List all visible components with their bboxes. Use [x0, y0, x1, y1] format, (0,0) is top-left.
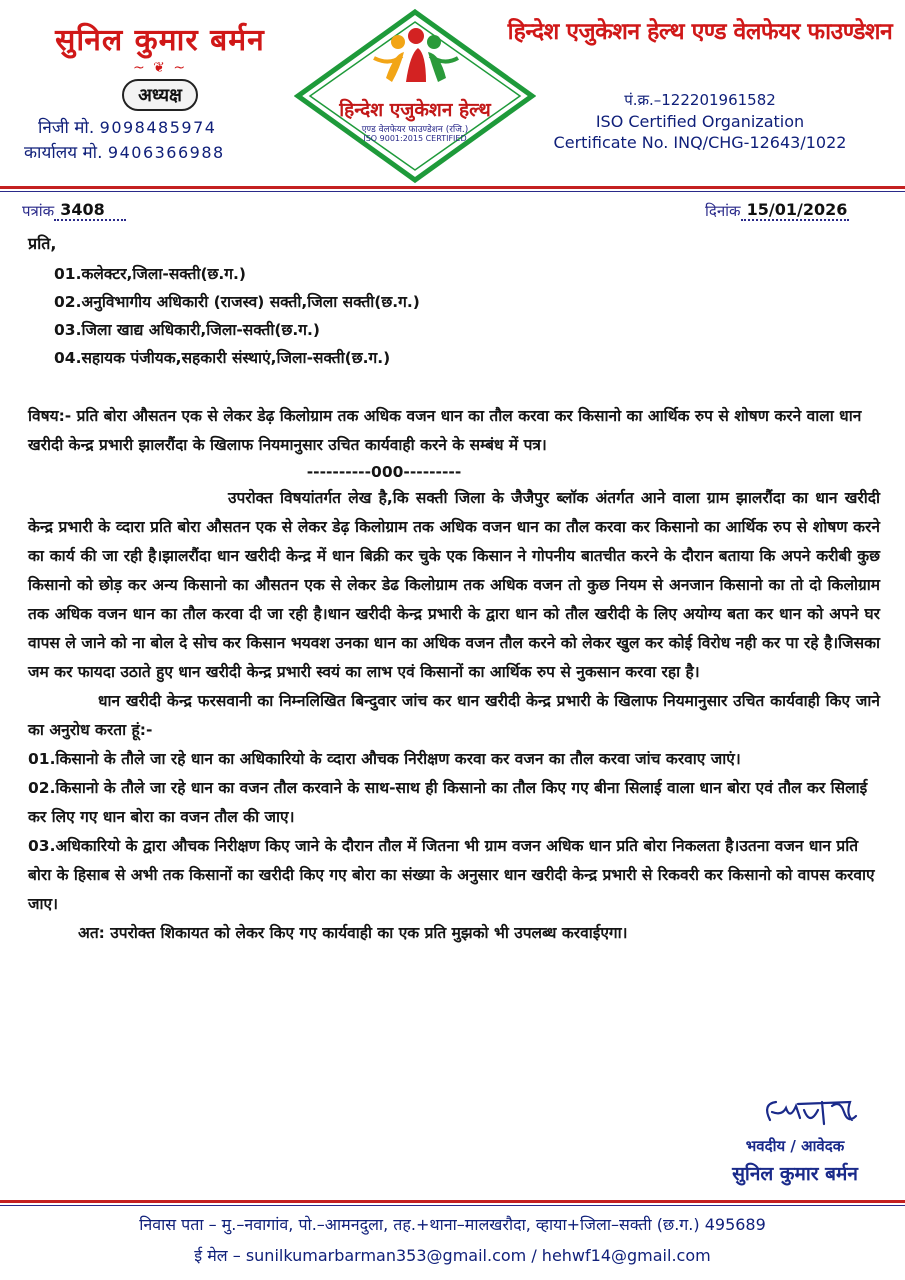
logo-title: हिन्देश एजुकेशन हेल्थ	[339, 99, 491, 121]
date-line	[705, 200, 849, 221]
signature-block	[700, 1090, 890, 1186]
letterhead-left	[20, 18, 300, 163]
president-name: सुनिल कुमार बर्मन	[55, 23, 265, 58]
flourish-ornament: ~ ❦ ~	[132, 60, 188, 76]
footer-divider-thin	[0, 1205, 905, 1206]
date-label: दिनांक	[705, 202, 741, 220]
recipient-item: 03.जिला खाद्य अधिकारी,जिला-सक्ती(छ.ग.)	[54, 321, 320, 339]
personal-mobile-number: 9098485974	[99, 118, 217, 137]
letterhead-right	[505, 14, 895, 152]
footer-divider	[0, 1200, 905, 1203]
handwritten-signature	[700, 1090, 890, 1132]
signatory-name: सुनिल कुमार बर्मन	[732, 1163, 858, 1185]
point-item: 02.किसानो के तौले जा रहे धान का वजन तौल करवाने के साथ-साथ ही किसानो का तौल किए गए बीना सिलाई वाला धान बोरा एवं तौल कर सिलाई कर लिए गए धान बोरा का वजन तौल की जाए।	[28, 779, 868, 826]
header-divider	[0, 186, 905, 189]
organization-name: हिन्देश एजुकेशन हेल्थ एण्ड वेलफेयर फाउण्डेशन	[507, 18, 893, 45]
signature-scrawl-icon	[700, 1090, 890, 1132]
footer-address: निवास पता – मु.–नवागांव, पो.–आमनदुला, तह.+थाना–मालखरौदा, व्हाया+जिला–सक्ती (छ.ग.) 495689	[139, 1215, 766, 1234]
president-role: अध्यक्ष	[122, 79, 198, 111]
office-mobile-label: कार्यालय मो.	[24, 143, 103, 163]
recipient-item: 02.अनुविभागीय अधिकारी (राजस्व) सक्ती,जिला सक्ती(छ.ग.)	[54, 293, 420, 311]
letter-body	[28, 232, 880, 948]
logo-subtitle: एण्ड वेलफेयर फाउण्डेशन (रजि.)	[361, 125, 469, 135]
salutation: प्रति,	[28, 234, 57, 253]
footer-email: ई मेल – sunilkumarbarman353@gmail.com / hehwf14@gmail.com	[194, 1246, 711, 1265]
office-mobile	[20, 140, 300, 163]
closing-line: अत: उपरोक्त शिकायत को लेकर किए गए कार्यवाही का एक प्रति मुझको भी उपलब्ध करवाईएगा।	[78, 924, 628, 942]
recipient-list	[54, 260, 880, 372]
subject: विषय:- प्रति बोरा औसतन एक से लेकर डेढ़ किलोग्राम तक अधिक वजन धान का तौल करवा कर किसानो का आर्थिक रुप से शोषण करने वाला धान खरीदी केन्द्र प्रभारी झालरौंदा के खिलाफ नियमानुसार उचित कार्यवाही करने के सम्बंध में पत्र।	[28, 407, 862, 454]
recipient-item: 04.सहायक पंजीयक,सहकारी संस्थाएं,जिला-सक्ती(छ.ग.)	[54, 349, 391, 367]
personal-mobile	[20, 115, 300, 138]
patrank-line	[22, 200, 126, 221]
point-item: 01.किसानो के तौले जा रहे धान का अधिकारियो के व्दारा औचक निरीक्षण करवा कर वजन का तौल करवा जांच करवाए जाएं।	[28, 750, 741, 768]
iso-certified: ISO Certified Organization	[595, 112, 805, 131]
point-item: 03.अधिकारियो के द्वारा औचक निरीक्षण किए जाने के दौरान तौल में जितना भी ग्राम वजन अधिक धान प्रति बोरा निकलता है।उतना वजन धान प्रति बोरा के हिसाब से अभी तक किसानों का खरीदी किए गए बोरा का संख्या के अनुसार धान खरीदी केन्द्र प्रभारी से रिकवरी कर किसानो को वापस करवाए जाए।	[28, 837, 875, 913]
foundation-logo	[294, 8, 536, 184]
date-value: 15/01/2026	[741, 200, 849, 221]
office-mobile-number: 9406366988	[107, 143, 225, 162]
patrank-value: 3408	[54, 200, 126, 221]
section-divider: ----------000---------	[306, 463, 462, 481]
certificate-number: Certificate No. INQ/CHG-12643/1022	[553, 133, 847, 152]
paragraph-request: धान खरीदी केन्द्र फरसवानी का निम्नलिखित बिन्दुवार जांच कर धान खरीदी केन्द्र प्रभारी के खिलाफ नियमानुसार उचित कार्यवाही किए जाने का अनुरोध करता हूं:-	[28, 692, 880, 739]
patrank-label: पत्रांक	[22, 202, 55, 220]
signatory-role: भवदीय / आवेदक	[745, 1137, 845, 1155]
recipient-item: 01.कलेक्टर,जिला-सक्ती(छ.ग.)	[54, 265, 247, 283]
registration-number: पं.क्र.–122201961582	[624, 91, 776, 109]
header-divider-thin	[0, 191, 905, 192]
personal-mobile-label: निजी मो.	[38, 118, 95, 138]
paragraph-main: उपरोक्त विषयांतर्गत लेख है,कि सक्ती जिला के जैजैपुर ब्लॉक अंतर्गत आने वाला ग्राम झालरौंदा का धान खरीदी केन्द्र प्रभारी के व्दारा प्रति बोरा औसतन एक से लेकर डेढ़ किलोग्राम तक अधिक वजन धान का तौल करवा कर किसानो का आर्थिक रुप से शोषण करने का कार्य की जा रही है।झालरौंदा धान खरीदी केन्द्र में धान बिक्री कर चुके एक किसान ने गोपनीय बातचीत करने के दौरान बताया कि अपने करीबी कुछ किसानो को छोड़ कर अन्य किसानो का औसतन एक से लेकर डेढ किलोग्राम तक अधिक वजन तो कुछ नियम से अनजान किसानो का तो दो किलोग्राम तक अधिक वजन धान का तौल करवा दी जा रही है।धान खरीदी केन्द्र प्रभारी के द्वारा धान को तौल खरीदी के लिए अयोग्य बता कर धान को अपने घर वापस ले जाने को ना बोल दे सोच कर किसान भयवश उनका धान का अधिक वजन तौल करने को लेकर खुल कर कोई विरोध नही कर पा रहे है।जिसका जम कर फायदा उठाते हुए धान खरीदी केन्द्र प्रभारी स्वयं का लाभ एवं किसानों का आर्थिक रुप से नुकसान करवा रहा है।	[28, 489, 880, 681]
logo-iso: ISO 9001:2015 CERTIFIED	[363, 134, 467, 143]
